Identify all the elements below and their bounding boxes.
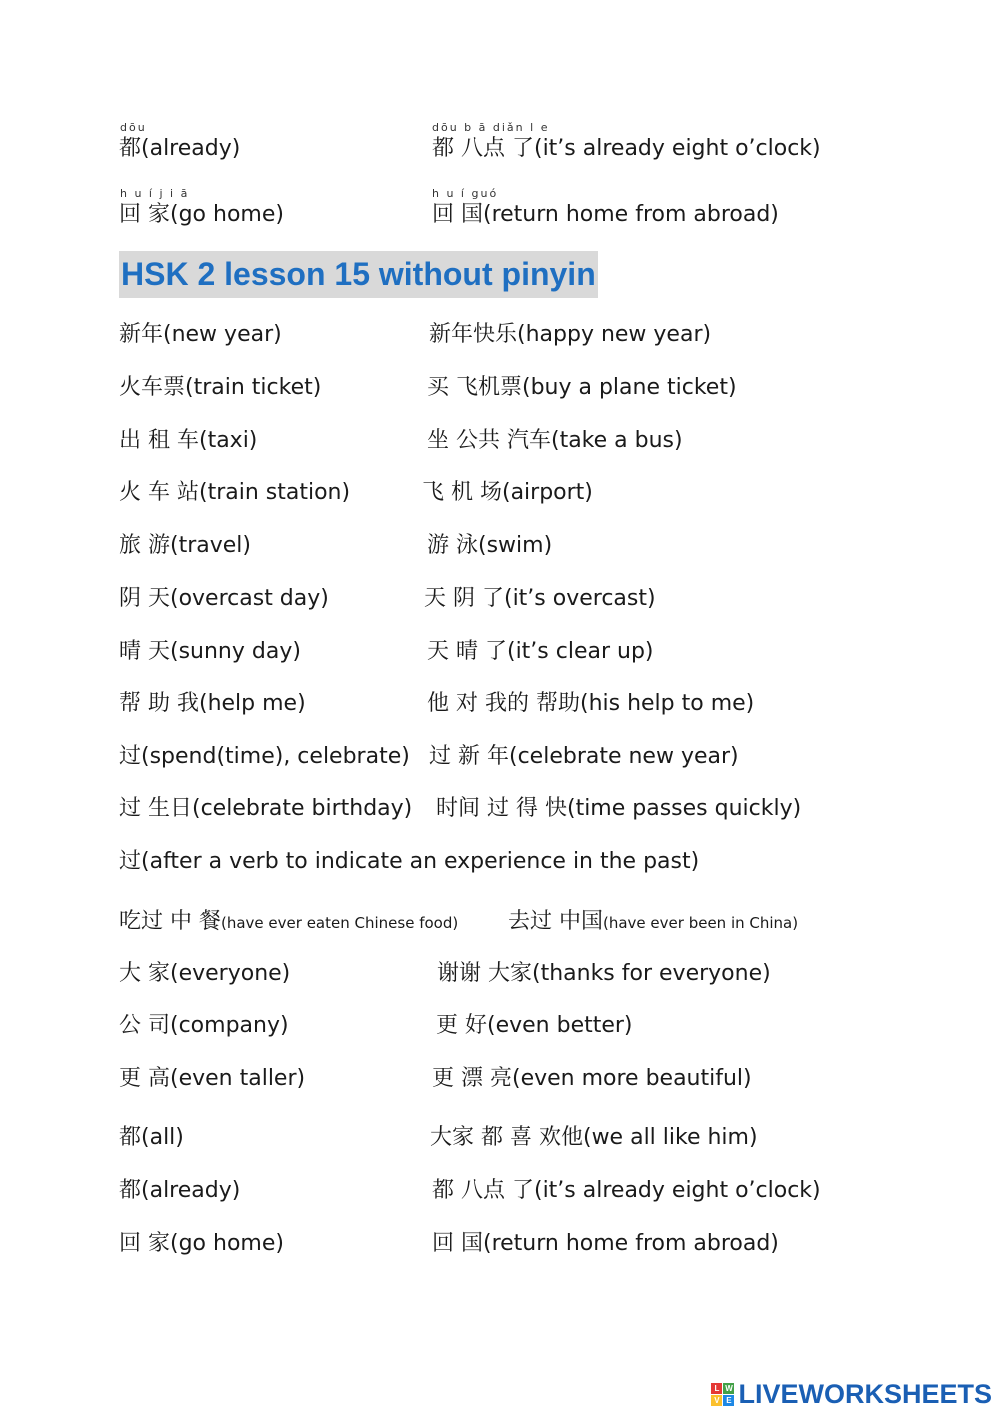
vocab-phrase: 游 泳(swim) bbox=[427, 533, 553, 558]
vocab-phrase: 谢谢 大家(thanks for everyone) bbox=[437, 961, 771, 986]
vocab-phrase: 过 新 年(celebrate new year) bbox=[429, 744, 739, 769]
vocab-phrase: 买 飞机票(buy a plane ticket) bbox=[427, 375, 737, 400]
pinyin-text: h u í guó bbox=[432, 187, 499, 200]
vocab-phrase: 飞 机 场(airport) bbox=[422, 480, 593, 505]
vocab-phrase: 坐 公共 汽车(take a bus) bbox=[427, 428, 683, 453]
vocab-term: 火车票(train ticket) bbox=[119, 375, 322, 400]
vocab-term: 帮 助 我(help me) bbox=[119, 691, 306, 716]
vocab-phrase: 大家 都 喜 欢他(we all like him) bbox=[430, 1125, 758, 1150]
vocab-term: 旅 游(travel) bbox=[119, 533, 251, 558]
vocab-term: 晴 天(sunny day) bbox=[119, 639, 301, 664]
vocab-term bbox=[119, 907, 458, 938]
liveworksheets-logo-icon: L W V E bbox=[711, 1383, 734, 1406]
chinese-text: 去过 中国 bbox=[508, 909, 603, 934]
vocab-term: 过(spend(time), celebrate) bbox=[119, 744, 410, 769]
vocab-term: 大 家(everyone) bbox=[119, 961, 291, 986]
vocab-term: 回 家(go home) bbox=[119, 202, 284, 227]
vocab-phrase: 更 漂 亮(even more beautiful) bbox=[432, 1066, 752, 1091]
vocab-phrase: 都 八点 了(it’s already eight o’clock) bbox=[432, 136, 821, 161]
vocab-phrase: 回 国(return home from abroad) bbox=[432, 202, 779, 227]
vocab-term: 回 家(go home) bbox=[119, 1231, 284, 1256]
vocab-phrase bbox=[508, 907, 798, 938]
vocab-term: 更 高(even taller) bbox=[119, 1066, 306, 1091]
vocab-phrase: 回 国(return home from abroad) bbox=[432, 1231, 779, 1256]
section-title: HSK 2 lesson 15 without pinyin bbox=[119, 251, 598, 298]
vocab-term: 火 车 站(train station) bbox=[119, 480, 351, 505]
english-gloss: (have ever eaten Chinese food) bbox=[221, 914, 459, 932]
vocab-term: 过(after a verb to indicate an experience in the past) bbox=[119, 849, 700, 874]
vocab-term: 都(all) bbox=[119, 1125, 184, 1150]
liveworksheets-brand[interactable] bbox=[711, 1379, 992, 1409]
vocab-phrase: 新年快乐(happy new year) bbox=[429, 322, 712, 347]
pinyin-text: dōu b ā diǎn l e bbox=[432, 121, 550, 134]
english-gloss: (have ever been in China) bbox=[603, 914, 799, 932]
pinyin-text: h u í j i ā bbox=[120, 187, 190, 200]
pinyin-text: dōu bbox=[120, 121, 147, 134]
vocab-phrase: 时间 过 得 快(time passes quickly) bbox=[436, 796, 802, 821]
vocab-term: 都(already) bbox=[119, 1178, 241, 1203]
vocab-phrase: 天 阴 了(it’s overcast) bbox=[424, 586, 656, 611]
vocab-term: 出 租 车(taxi) bbox=[119, 428, 258, 453]
vocab-term: 新年(new year) bbox=[119, 322, 282, 347]
vocab-phrase: 都 八点 了(it’s already eight o’clock) bbox=[432, 1178, 821, 1203]
vocab-phrase: 他 对 我的 帮助(his help to me) bbox=[427, 691, 755, 716]
vocab-term: 公 司(company) bbox=[119, 1013, 289, 1038]
vocab-term: 过 生日(celebrate birthday) bbox=[119, 796, 413, 821]
chinese-text: 吃过 中 餐 bbox=[119, 909, 221, 934]
vocab-term: 阴 天(overcast day) bbox=[119, 586, 329, 611]
vocab-phrase: 天 晴 了(it’s clear up) bbox=[427, 639, 654, 664]
brand-name: LIVEWORKSHEETS bbox=[738, 1378, 992, 1409]
vocab-term: 都(already) bbox=[119, 136, 241, 161]
vocab-phrase: 更 好(even better) bbox=[436, 1013, 633, 1038]
